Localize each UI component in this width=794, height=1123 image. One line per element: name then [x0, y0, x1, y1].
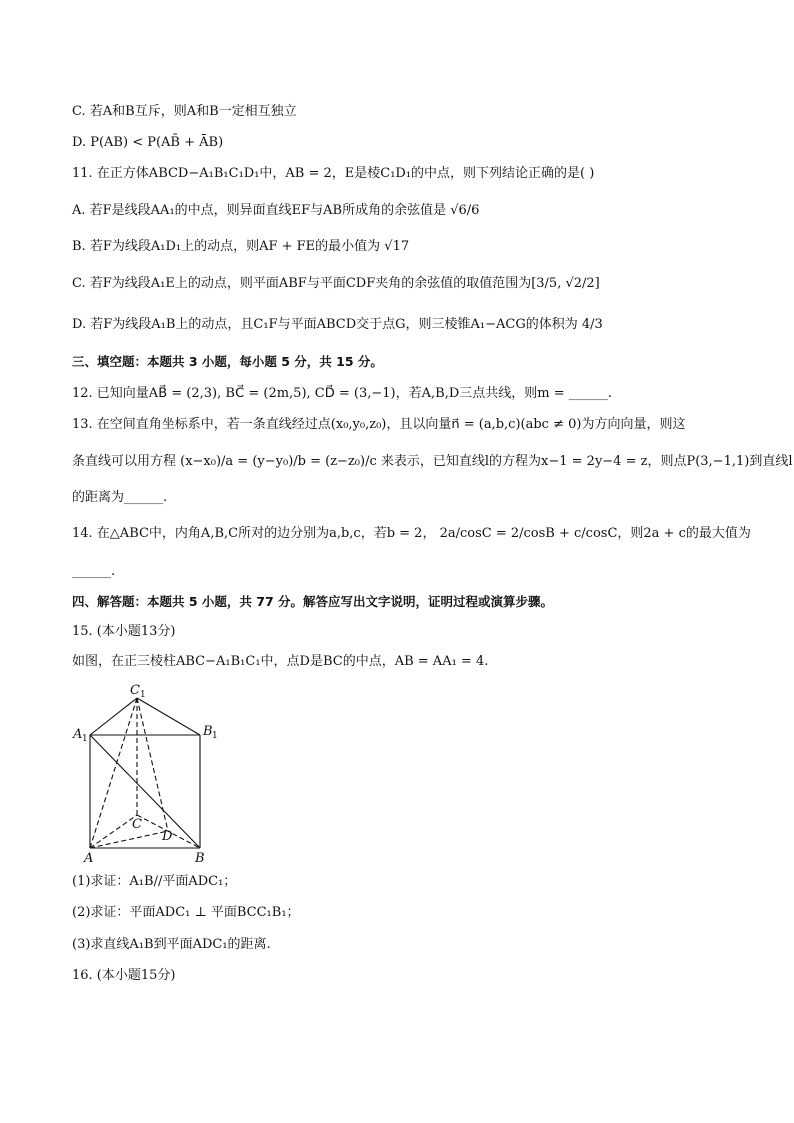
question-15-stem: 如图，在正三棱柱ABC−A₁B₁C₁中，点D是BC的中点，AB = AA₁ = 4. [72, 654, 489, 669]
label-A1-sub: 1 [82, 734, 88, 744]
question-12: 12. 已知向量AB⃗ = (2,3), BC⃗ = (2m,5), CD⃗ = (3,−1)，若A,B,D三点共线，则m = ______. [72, 386, 612, 401]
question-11-stem: 11. 在正方体ABCD−A₁B₁C₁D₁中，AB = 2，E是棱C₁D₁的中点，则下列结论正确的是( ) [72, 166, 595, 181]
edge-A1-C1 [90, 698, 137, 735]
question-10-option-D: D. P(AB) < P(AB̄ + ĀB) [72, 135, 224, 150]
question-13-line-3: 的距离为______. [72, 490, 168, 505]
label-B1-sub: 1 [212, 731, 218, 741]
question-13-line-2: 条直线可以用方程 (x−x₀)/a = (y−y₀)/b = (z−z₀)/c 来表示，已知直线l的方程为x−1 = 2y−4 = z，则点P(3,−1,1)到直线l [72, 454, 793, 469]
triangular-prism-figure [70, 680, 230, 865]
question-14-line-2: ______. [72, 564, 116, 579]
question-15-part-2: (2)求证：平面ADC₁ ⊥ 平面BCC₁B₁； [72, 905, 300, 920]
section-3-heading: 三、填空题：本题共 3 小题，每小题 5 分，共 15 分。 [72, 354, 383, 369]
segment-A-C1 [90, 698, 137, 848]
question-16-title: 16. (本小题15分) [72, 968, 176, 983]
question-15-part-1: (1)求证：A₁B//平面ADC₁； [72, 874, 237, 889]
edge-C1-B1 [137, 698, 200, 735]
section-4-heading: 四、解答题：本题共 5 小题，共 77 分。解答应写出文字说明，证明过程或演算步骤。 [72, 594, 554, 609]
segment-A1-B [90, 735, 200, 848]
label-B1: B [203, 724, 213, 739]
question-11-option-A: A. 若F是线段AA₁的中点，则异面直线EF与AB所成角的余弦值是 √6/6 [72, 203, 480, 218]
label-A: A [84, 851, 94, 865]
question-11-option-C: C. 若F为线段A₁E上的动点，则平面ABF与平面CDF夹角的余弦值的取值范围为[3/5, √2/2] [72, 276, 600, 291]
segment-C1-D [137, 698, 168, 831]
question-15-part-3: (3)求直线A₁B到平面ADC₁的距离. [72, 937, 271, 952]
label-C1: C [130, 683, 140, 698]
question-15-title: 15. (本小题13分) [72, 624, 176, 639]
question-14-line-1: 14. 在△ABC中，内角A,B,C所对的边分别为a,b,c，若b = 2， 2a/cosC = 2/cosB + c/cosC，则2a + c的最大值为 [72, 526, 751, 541]
question-13-line-1: 13. 在空间直角坐标系中，若一条直线经过点(x₀,y₀,z₀)，且以向量n⃗ = (a,b,c)(abc ≠ 0)为方向向量，则这 [72, 417, 686, 432]
label-A1: A [73, 727, 83, 742]
label-D: D [162, 829, 173, 844]
question-10-option-C: C. 若A和B互斥，则A和B一定相互独立 [72, 104, 297, 119]
question-11-option-B: B. 若F为线段A₁D₁上的动点，则AF + FE的最小值为 √17 [72, 239, 410, 254]
question-11-option-D: D. 若F为线段A₁B上的动点，且C₁F与平面ABCD交于点G，则三棱锥A₁−ACG的体积为 4/3 [72, 317, 603, 332]
label-C: C [132, 817, 142, 832]
label-C1-sub: 1 [140, 690, 146, 700]
segment-A-D [90, 831, 168, 848]
label-B: B [195, 851, 205, 865]
